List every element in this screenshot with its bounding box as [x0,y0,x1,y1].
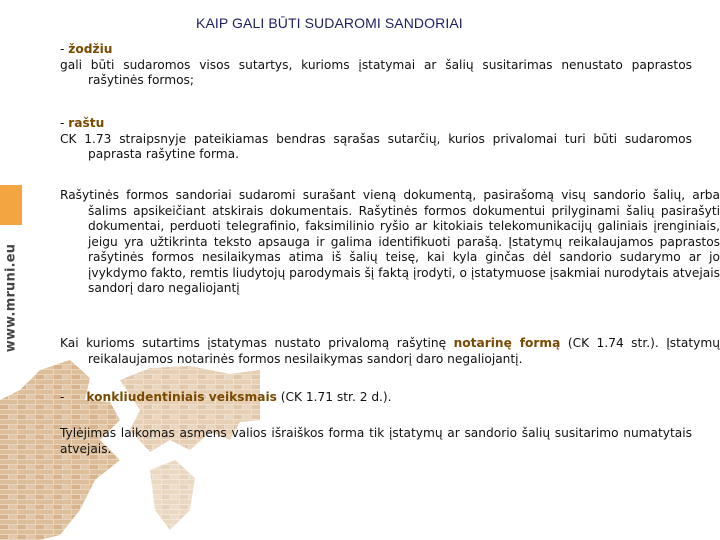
oral-body: gali būti sudaromos visos sutartys, kurioms įstatymai ar šalių susitarimas nenustato paprastos rašytinės formos; [60,57,692,87]
paragraph-notarial-form: Kai kurioms sutartims įstatymas nustato privalomą rašytinę notarinę formą (CK 1.74 str.). Įstatymų reikalaujamos notarinės formos nesilaikymas sandorį daro negaliojantį. [60,336,720,366]
paragraph-silence: Tylėjimas laikomas asmens valios išraiškos forma tik įstatymų ar sandorio šalių susitarimo numatytais atvejais. [60,426,692,456]
written-body: CK 1.73 straipsnyje pateikiamas bendras sąrašas sutarčių, kurios privalomai turi būti sudaromos paprasta rašytine forma. [60,131,692,161]
slide-title: KAIP GALI BŪTI SUDAROMI SANDORIAI [196,15,463,31]
term-oral: žodžiu [68,42,113,56]
term-notarial: notarinę formą [453,336,561,350]
term-conclusive: konkliudentiniais veiksmais [86,390,277,404]
paragraph-written-form [60,116,692,163]
oral-heading: - žodžiu [60,42,113,56]
site-url-label: www.mruni.eu [3,243,19,353]
paragraph-oral-form [60,42,692,89]
paragraph-written-transactions: Rašytinės formos sandoriai sudaromi surašant vieną dokumentą, pasirašomą visų sandorio šalių, arba šalims apsikeičiant atskirais dokumentais. Rašytinės formos dokumentui prilyginami šalių pasirašyti dokumentai, perduoti telegrafinio, faksimilinio ryšio ar kitokiais telekomunikacijų galiniais įrenginiais, jeigu yra užtikrinta teksto apsauga ir galima identifikuoti parašą. Įstatymų reikalaujamos paprastos rašytinės formos nesilaikymas atima iš šalių teisę, kai kyla ginčas dėl sandorio sudarymo ar jo įvykdymo fakto, remtis liudytojų parodymais šį faktą įrodyti, o įstatymuose įsakmiai nurodytais atvejais sandorį daro negaliojantį [60,188,720,295]
written-heading: - raštu [60,116,105,130]
dash: - [60,390,65,404]
term-written: raštu [68,116,105,130]
paragraph-conclusive-actions: - konkliudentiniais veiksmais (CK 1.71 str. 2 d.). [60,390,392,404]
